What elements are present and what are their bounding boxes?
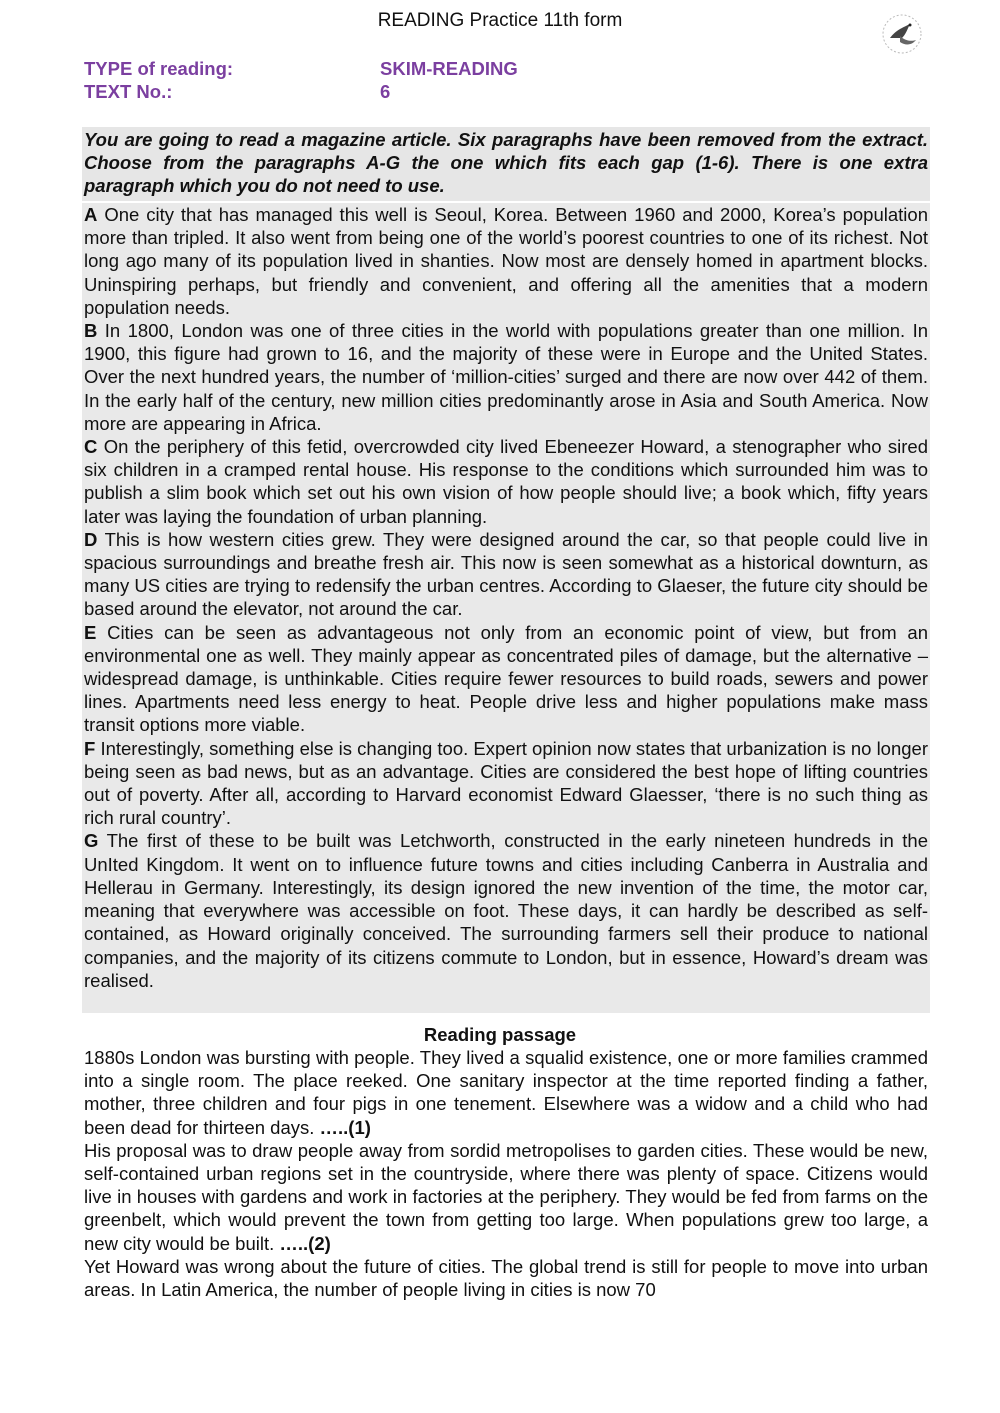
passage-heading: Reading passage: [423, 1024, 577, 1045]
page-header-title: READING Practice 11th form: [377, 10, 623, 31]
option-text: Interestingly, something else is changing too. Expert opinion now states that urbanization is no longer being seen as bad news, but as an advantage. Cities are considered the best hope of lifting countries out of poverty. After all, according to Harvard economist Edward Glaesser, ‘there is no such thing as rich rural country’.: [84, 737, 928, 829]
option-text: On the periphery of this fetid, overcrowded city lived Ebeneezer Howard, a stenographer who sired six children in a cramped rental house. His response to the conditions which surrounded him was to publish a slim book which set out his own vision of how people should live; a book which, fifty years later was laying the foundation of urban planning.: [84, 436, 928, 527]
option-e: [84, 621, 928, 737]
option-f: [84, 737, 928, 830]
paragraph-options: [82, 203, 930, 1013]
option-text: This is how western cities grew. They were designed around the car, so that people could live in spacious surroundings and breathe fresh air. This now is seen somewhat as a historical downturn, as many US cities are trying to redensify the urban centres. According to Glaeser, the future city should be based around the elevator, not around the car.: [84, 528, 928, 620]
text-number-value: 6: [380, 81, 391, 102]
option-letter: B: [84, 320, 98, 342]
reading-meta: [84, 57, 518, 103]
option-a: [84, 203, 928, 319]
passage-paragraph: [84, 1046, 928, 1139]
passage-text: His proposal was to draw people away from sordid metropolises to garden cities. These would be new, self-contained urban regions set in the countryside, where there was plenty of space. Citizens would live in houses with gardens and work in factories at the periphery. They would be fed from farms on the greenbelt, which would prevent the town from getting too large. When populations grew too large, a new city would be built.: [84, 1139, 928, 1254]
type-label: TYPE of reading:: [84, 58, 234, 79]
option-letter: F: [84, 737, 96, 759]
option-letter: A: [84, 204, 98, 225]
option-b: [84, 319, 928, 435]
option-letter: D: [84, 528, 98, 550]
option-text: In 1800, London was one of three cities in the world with populations greater than one million. In 1900, this figure had grown to 16, and the majority of these were in Europe and the United States. Over the next hundred years, the number of ‘million-cities’ surged and there are now over 442 of them. In the early half of the century, new million cities predominantly arose in Asia and South America. Now more are appearing in Africa.: [84, 320, 928, 434]
passage-paragraph: [84, 1139, 928, 1255]
option-letter: G: [84, 830, 99, 852]
gap-marker: …..(2): [279, 1232, 331, 1254]
option-d: [84, 528, 928, 621]
passage-text: Yet Howard was wrong about the future of cities. The global trend is still for people to move into urban areas. In Latin America, the number of people living in cities is now 70: [84, 1255, 928, 1301]
option-g: [84, 829, 928, 991]
option-letter: E: [84, 621, 97, 643]
option-c: [84, 435, 928, 528]
option-text: The first of these to be built was Letchworth, constructed in the early nineteen hundreds in the UnIted Kingdom. It went on to influence future towns and cities including Canberra in Australia and Hellerau in Germany. Interestingly, its design ignored the new invention of the time, the motor car, meaning that everywhere was accessible on foot. These days, it can hardly be described as self-contained, as Howard originally conceived. The surrounding farmers sell their produce to national companies, and the majority of its citizens commute to London, but in essence, Howard’s dream was realised.: [84, 830, 928, 991]
gap-marker: …..(1): [319, 1116, 371, 1138]
bird-logo-icon: [880, 12, 924, 56]
task-instructions: You are going to read a magazine article. Six paragraphs have been removed from the extract. Choose from the paragraphs A-G the one which fits each gap (1-6). There is one extra paragraph which you do not need to use.: [82, 127, 930, 201]
option-text: Cities can be seen as advantageous not only from an economic point of view, but from an environmental one as well. They mainly appear as concentrated piles of damage, but the alternative – widespread damage, is unthinkable. Cities require fewer resources to build roads, sewers and power lines. Apartments need less energy to heat. People drive less and higher populations make mass transit options more viable.: [84, 621, 928, 736]
passage-paragraph: [84, 1255, 928, 1301]
type-value: SKIM-READING: [380, 58, 518, 79]
reading-passage: [84, 1046, 928, 1301]
option-text: One city that has managed this well is Seoul, Korea. Between 1960 and 2000, Korea’s population more than tripled. It also went from being one of the world’s poorest countries to one of its richest. Not long ago many of its population lived in shanties. Now most are densely homed in apartment blocks. Uninspiring perhaps, but friendly and convenient, and offering all the amenities that a modern population needs.: [84, 204, 928, 318]
text-number-label: TEXT No.:: [84, 81, 173, 102]
passage-text: 1880s London was bursting with people. They lived a squalid existence, one or more families crammed into a single room. The place reeked. One sanitary inspector at the time reported finding a father, mother, three children and four pigs in one tenement. Elsewhere was a widow and a child who had been dead for thirteen days.: [84, 1047, 928, 1138]
option-letter: C: [84, 436, 98, 458]
